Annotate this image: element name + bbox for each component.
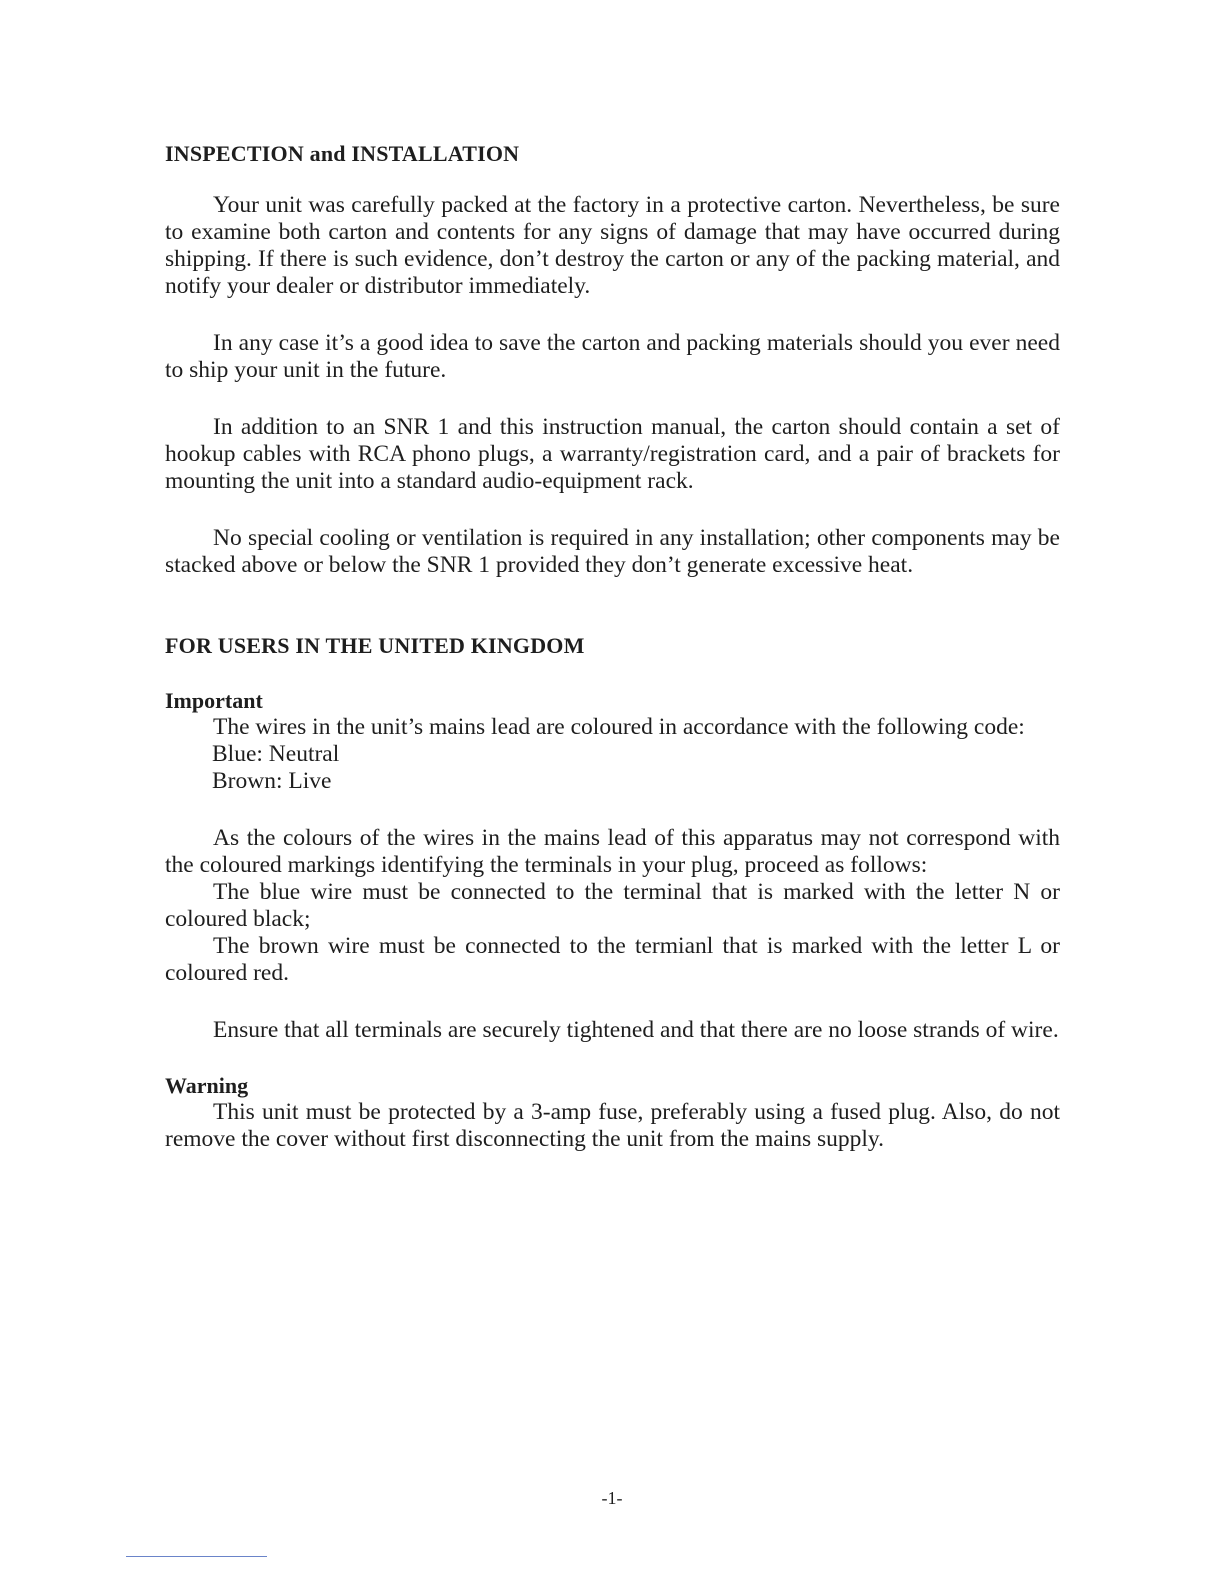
paragraph-packing: Your unit was carefully packed at the factory in a protective carton. Nevertheless, be sure to examine both carton and contents for any signs of damage that may have occurred during shipping. If there is such evidence, don’t destroy the carton or any of the packing material, and notify your dealer or distributor immediately. [165, 192, 1060, 299]
warning-label: Warning [165, 1073, 249, 1098]
section-heading-inspection: INSPECTION and INSTALLATION [165, 141, 520, 166]
paragraph-wire-code: The wires in the unit’s mains lead are coloured in accordance with the following code: [213, 714, 1025, 740]
code-brown: Brown: Live [212, 768, 332, 794]
paragraph-cooling: No special cooling or ventilation is required in any installation; other components may be stacked above or below the SNR 1 provided they don’t generate excessive heat. [165, 525, 1060, 578]
important-label: Important [165, 688, 263, 713]
code-blue: Blue: Neutral [212, 741, 340, 767]
section-heading-uk: FOR USERS IN THE UNITED KINGDOM [165, 633, 585, 658]
paragraph-ensure: Ensure that all terminals are securely tightened and that there are no loose strands of wire. [213, 1017, 1059, 1043]
page-number: -1- [601, 1488, 623, 1508]
page-content [165, 140, 1060, 1153]
paragraph-carton-contents: In addition to an SNR 1 and this instruction manual, the carton should contain a set of hookup cables with RCA phono plugs, a warranty/registration card, and a pair of brackets for mounting the unit into a standard audio-equipment rack. [165, 414, 1060, 494]
paragraph-warning: This unit must be protected by a 3-amp fuse, preferably using a fused plug. Also, do not remove the cover without first disconnecting the unit from the mains supply. [165, 1099, 1060, 1152]
footer-rule [126, 1556, 267, 1557]
instruction-brown-wire: The brown wire must be connected to the termianl that is marked with the letter L or coloured red. [165, 933, 1060, 986]
paragraph-save-carton: In any case it’s a good idea to save the carton and packing materials should you ever need to ship your unit in the future. [165, 330, 1060, 383]
instruction-blue-wire: The blue wire must be connected to the terminal that is marked with the letter N or coloured black; [165, 879, 1060, 932]
paragraph-colours: As the colours of the wires in the mains lead of this apparatus may not correspond with the coloured markings identifying the terminals in your plug, proceed as follows: [165, 825, 1060, 878]
